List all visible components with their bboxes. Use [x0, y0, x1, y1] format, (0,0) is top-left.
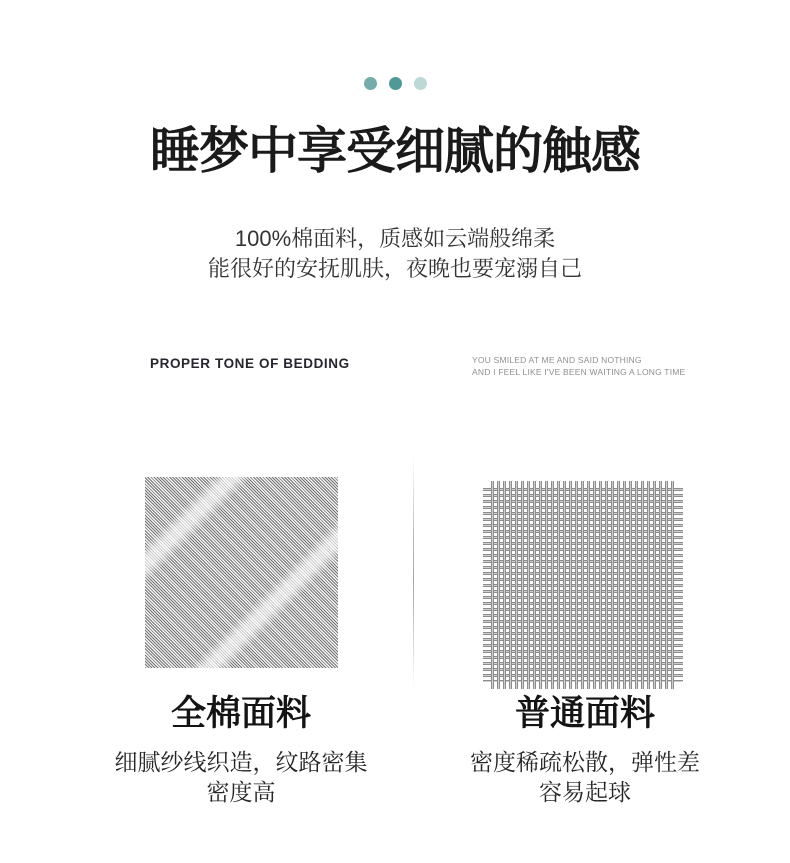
ordinary-fabric-title: 普通面料	[514, 694, 655, 733]
dot-dark-teal-icon	[389, 77, 402, 90]
cotton-fabric-description	[101, 747, 381, 807]
tagline-small-line-2: AND I FEEL LIKE I'VE BEEN WAITING A LONG TIME	[472, 366, 686, 377]
dot-light-teal-icon	[414, 77, 427, 90]
subtitle-line-1: 100%棉面料，质感如云端般绵柔	[234, 226, 556, 251]
page-title: 睡梦中享受细腻的触感	[150, 123, 640, 179]
cotton-desc-line-2: 密度高	[206, 779, 276, 805]
loose-grid-mesh-texture-swatch	[483, 481, 683, 689]
ordinary-fabric-caption	[445, 696, 725, 807]
cotton-fabric-title: 全棉面料	[170, 694, 311, 733]
dot-medium-teal-icon	[364, 77, 377, 90]
vertical-divider	[413, 456, 414, 689]
tagline-small-line-1: YOU SMILED AT ME AND SAID NOTHING	[472, 355, 642, 365]
ordinary-desc-line-1: 密度稀疏松散，弹性差	[470, 749, 700, 775]
ordinary-desc-line-2: 容易起球	[539, 779, 631, 805]
decor-dots	[0, 77, 790, 90]
twill-weave-texture-swatch	[145, 477, 338, 668]
tagline-en-small	[472, 355, 685, 378]
cotton-desc-line-1: 细腻纱线织造，纹路密集	[114, 749, 368, 775]
cotton-fabric-caption	[101, 696, 381, 807]
ordinary-fabric-description	[445, 747, 725, 807]
tagline-en-bold: PROPER TONE OF BEDDING	[150, 356, 350, 371]
subtitle	[0, 224, 790, 284]
subtitle-line-2: 能很好的安抚肌肤，夜晚也要宠溺自己	[207, 256, 582, 281]
